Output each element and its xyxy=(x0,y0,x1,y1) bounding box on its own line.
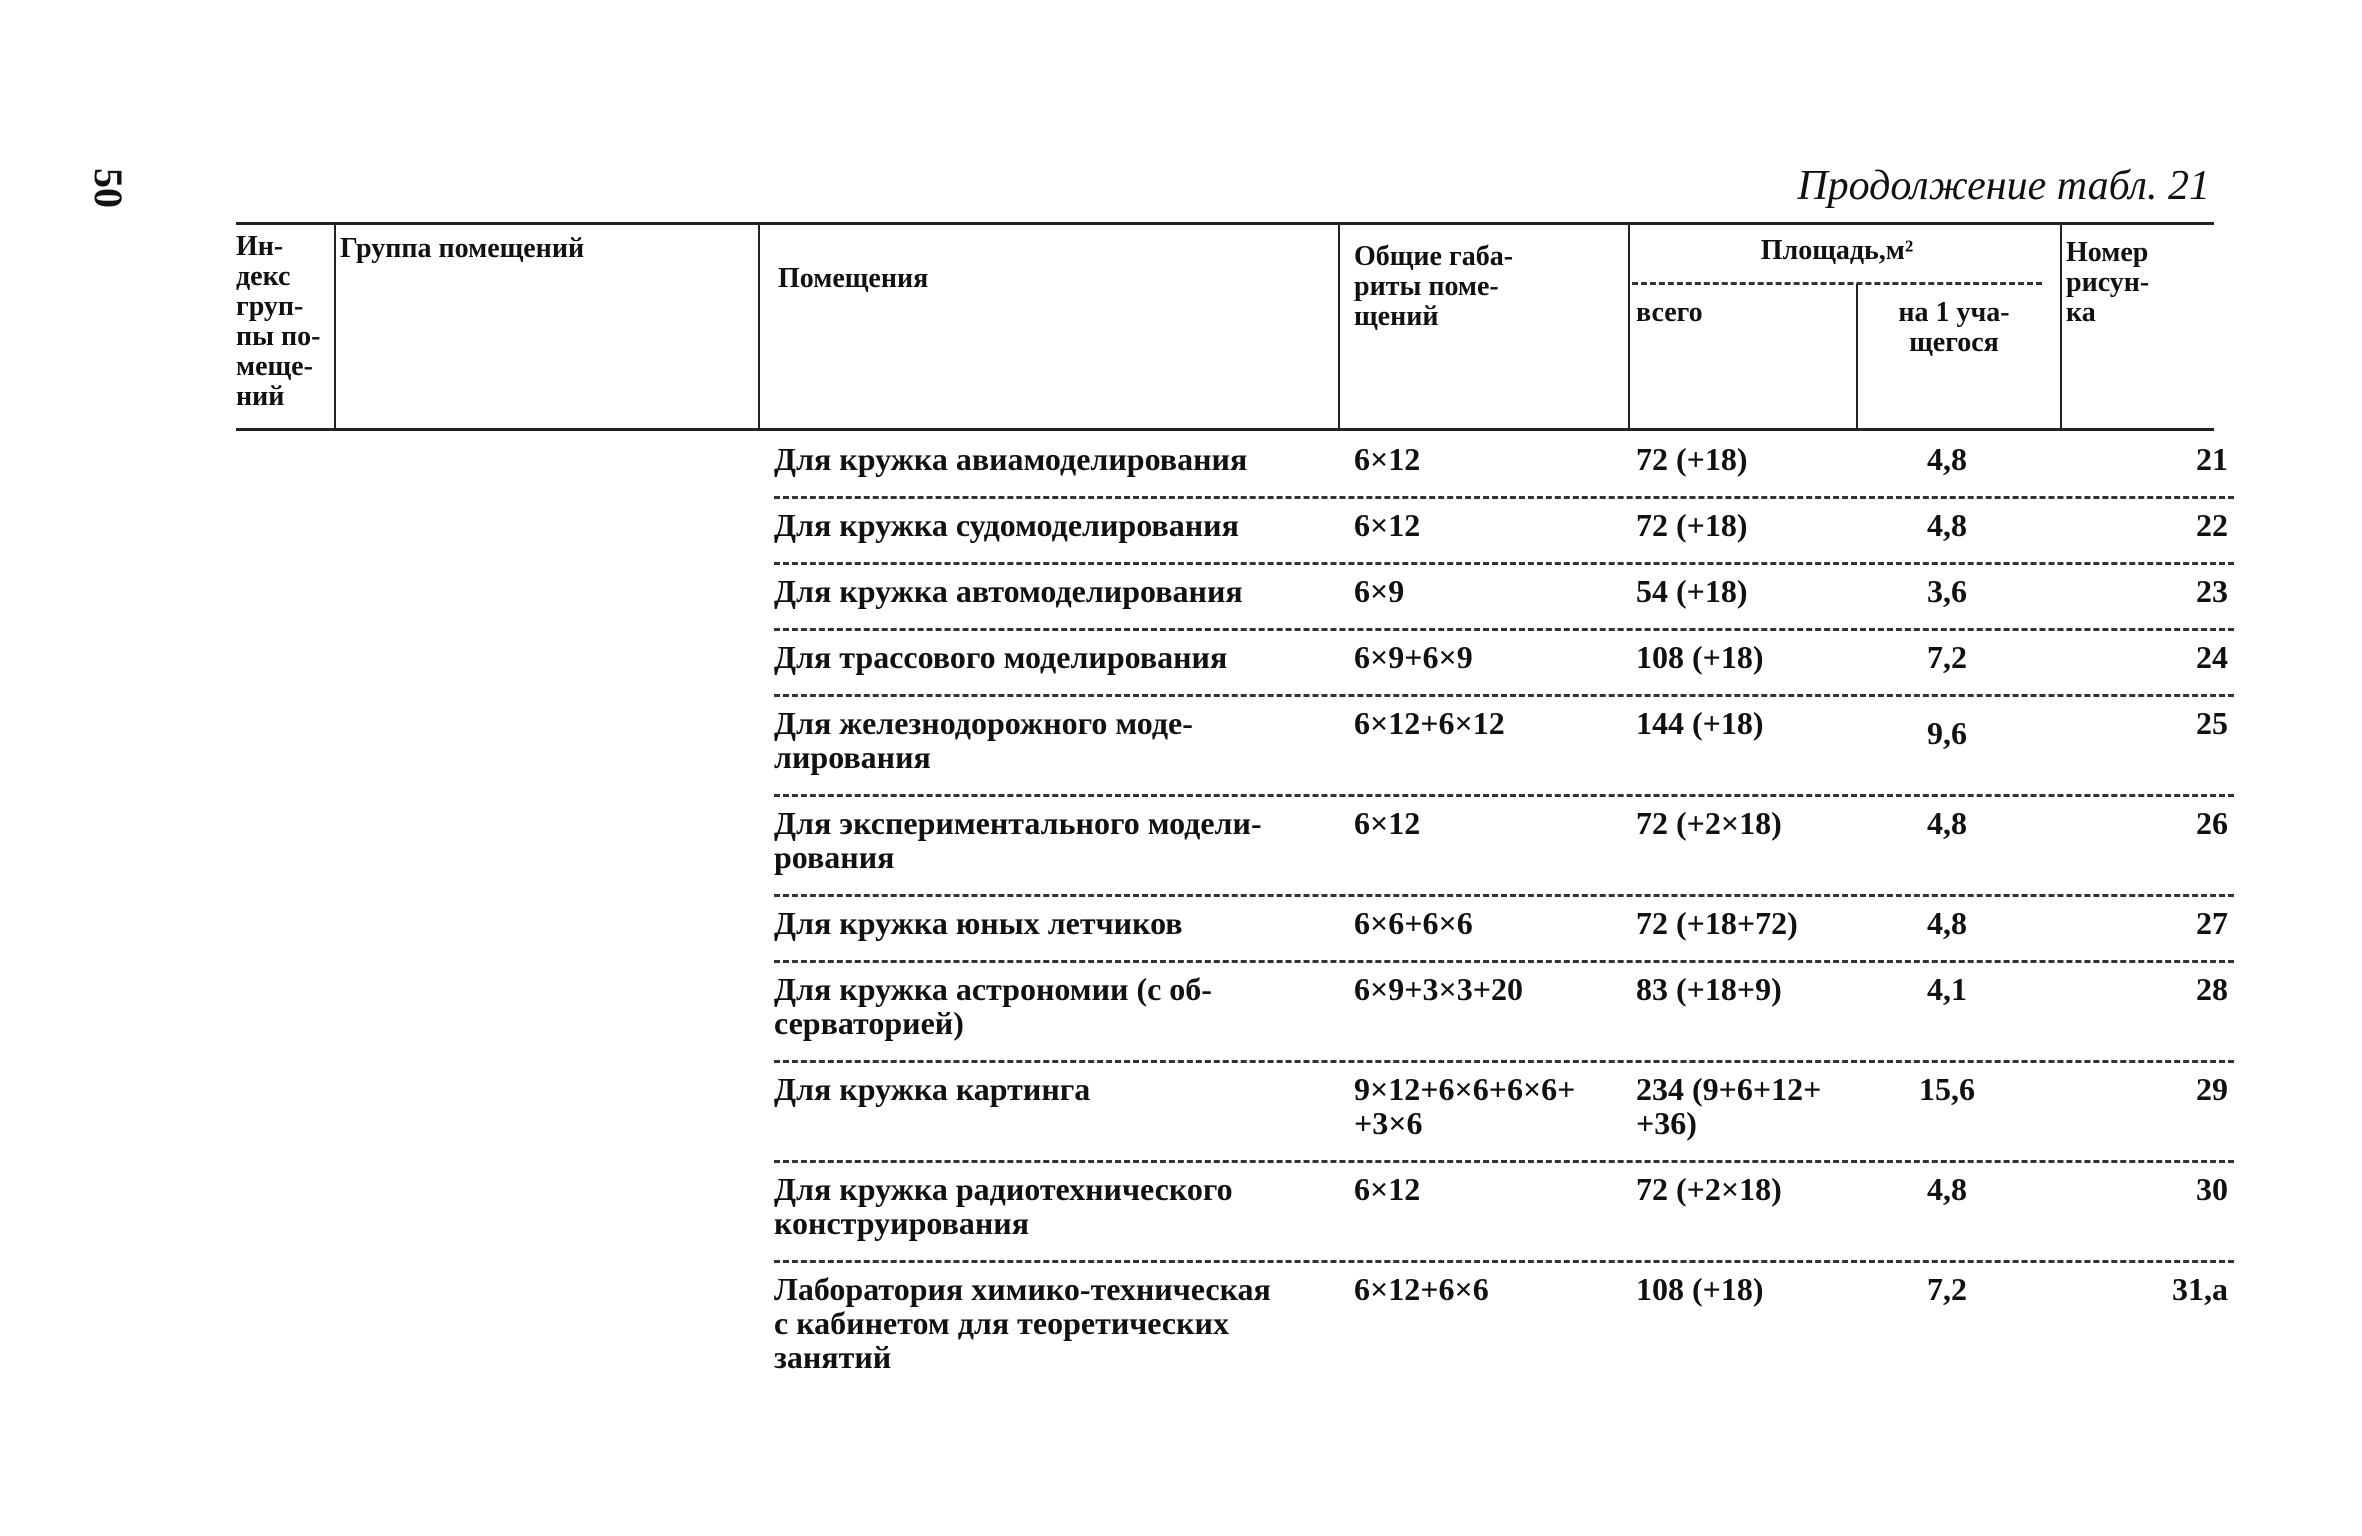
row-area-per: 9,6 xyxy=(1927,715,1967,751)
header-top-rule xyxy=(236,222,2214,225)
header-area: Площадь,м² xyxy=(1760,235,1914,266)
col-divider-1 xyxy=(334,222,336,428)
row-divider xyxy=(774,694,2234,697)
row-divider xyxy=(774,562,2234,565)
header-rooms: Помещения xyxy=(778,263,929,294)
row-dims: 6×12 xyxy=(1354,441,1421,477)
header-dims: Общие габа- риты поме- щений xyxy=(1354,241,1514,332)
row-area-total: 144 (+18) xyxy=(1636,705,1764,741)
row-area-per: 3,6 xyxy=(1927,573,1967,609)
row-room: Для железнодорожного моде- лирования xyxy=(774,705,1193,775)
row-area-total: 234 (9+6+12+ +36) xyxy=(1636,1071,1822,1141)
row-figure: 28 xyxy=(2196,971,2228,1007)
col-divider-6 xyxy=(2060,222,2062,428)
header-index: Ин- декс груп- пы по- меще- ний xyxy=(236,231,321,412)
row-figure: 25 xyxy=(2196,705,2228,741)
row-room: Для экспериментального модели- рования xyxy=(774,805,1262,875)
row-room: Для кружка автомоделирования xyxy=(774,573,1243,609)
row-room: Лаборатория химико-техническая с кабинетом для теоретических занятий xyxy=(774,1271,1271,1375)
row-figure: 24 xyxy=(2196,639,2228,675)
header-figure: Номер рисун- ка xyxy=(2066,237,2150,328)
row-divider xyxy=(774,960,2234,963)
row-room: Для кружка астрономии (с об- серваторией) xyxy=(774,971,1212,1041)
col-divider-5 xyxy=(1856,284,1858,428)
row-figure: 21 xyxy=(2196,441,2228,477)
row-divider xyxy=(774,628,2234,631)
row-area-total: 72 (+2×18) xyxy=(1636,1171,1782,1207)
row-dims: 6×12+6×12 xyxy=(1354,705,1505,741)
row-dims: 6×6+6×6 xyxy=(1354,905,1473,941)
row-dims: 6×9 xyxy=(1354,573,1405,609)
col-divider-3 xyxy=(1338,222,1340,428)
header-group: Группа помещений xyxy=(340,233,585,264)
row-divider xyxy=(774,894,2234,897)
row-dims: 6×9+3×3+20 xyxy=(1354,971,1523,1007)
row-figure: 23 xyxy=(2196,573,2228,609)
row-area-per: 7,2 xyxy=(1927,639,1967,675)
row-area-total: 72 (+18) xyxy=(1636,441,1748,477)
row-dims: 6×12 xyxy=(1354,805,1421,841)
row-area-per: 4,8 xyxy=(1927,441,1967,477)
row-figure: 29 xyxy=(2196,1071,2228,1107)
table-caption: Продолжение табл. 21 xyxy=(1797,163,2210,209)
row-figure: 30 xyxy=(2196,1171,2228,1207)
row-area-per: 4,8 xyxy=(1927,507,1967,543)
row-room: Для кружка радиотехнического конструирования xyxy=(774,1171,1233,1241)
row-figure: 31,а xyxy=(2172,1271,2228,1307)
row-area-total: 83 (+18+9) xyxy=(1636,971,1782,1007)
row-divider xyxy=(774,1160,2234,1163)
row-figure: 22 xyxy=(2196,507,2228,543)
row-divider xyxy=(774,1060,2234,1063)
row-area-total: 72 (+18+72) xyxy=(1636,905,1798,941)
row-room: Для кружка судомоделирования xyxy=(774,507,1239,543)
row-figure: 27 xyxy=(2196,905,2228,941)
col-divider-2 xyxy=(758,222,760,428)
header-area-per: на 1 уча- щегося xyxy=(1898,297,2010,358)
row-figure: 26 xyxy=(2196,805,2228,841)
header-area-total: всего xyxy=(1636,297,1703,328)
row-area-per: 4,1 xyxy=(1927,971,1967,1007)
row-divider xyxy=(774,794,2234,797)
row-area-per: 15,6 xyxy=(1919,1071,1975,1107)
row-dims: 6×12 xyxy=(1354,507,1421,543)
page-number: 50 xyxy=(86,168,131,208)
row-area-per: 4,8 xyxy=(1927,905,1967,941)
row-area-per: 7,2 xyxy=(1927,1271,1967,1307)
row-area-total: 72 (+18) xyxy=(1636,507,1748,543)
row-dims: 6×9+6×9 xyxy=(1354,639,1473,675)
row-room: Для кружка авиамоделирования xyxy=(774,441,1248,477)
header-bottom-rule xyxy=(236,428,2214,431)
row-area-total: 72 (+2×18) xyxy=(1636,805,1782,841)
row-area-total: 108 (+18) xyxy=(1636,639,1764,675)
row-divider xyxy=(774,496,2234,499)
row-room: Для трассового моделирования xyxy=(774,639,1228,675)
row-area-per: 4,8 xyxy=(1927,805,1967,841)
row-dims: 6×12 xyxy=(1354,1171,1421,1207)
row-area-total: 54 (+18) xyxy=(1636,573,1748,609)
row-area-total: 108 (+18) xyxy=(1636,1271,1764,1307)
row-area-per: 4,8 xyxy=(1927,1171,1967,1207)
row-dims: 6×12+6×6 xyxy=(1354,1271,1489,1307)
col-divider-4 xyxy=(1628,222,1630,428)
row-room: Для кружка картинга xyxy=(774,1071,1091,1107)
row-divider xyxy=(774,1260,2234,1263)
row-dims: 9×12+6×6+6×6+ +3×6 xyxy=(1354,1071,1576,1141)
row-room: Для кружка юных летчиков xyxy=(774,905,1183,941)
area-sub-rule xyxy=(1632,282,2042,285)
